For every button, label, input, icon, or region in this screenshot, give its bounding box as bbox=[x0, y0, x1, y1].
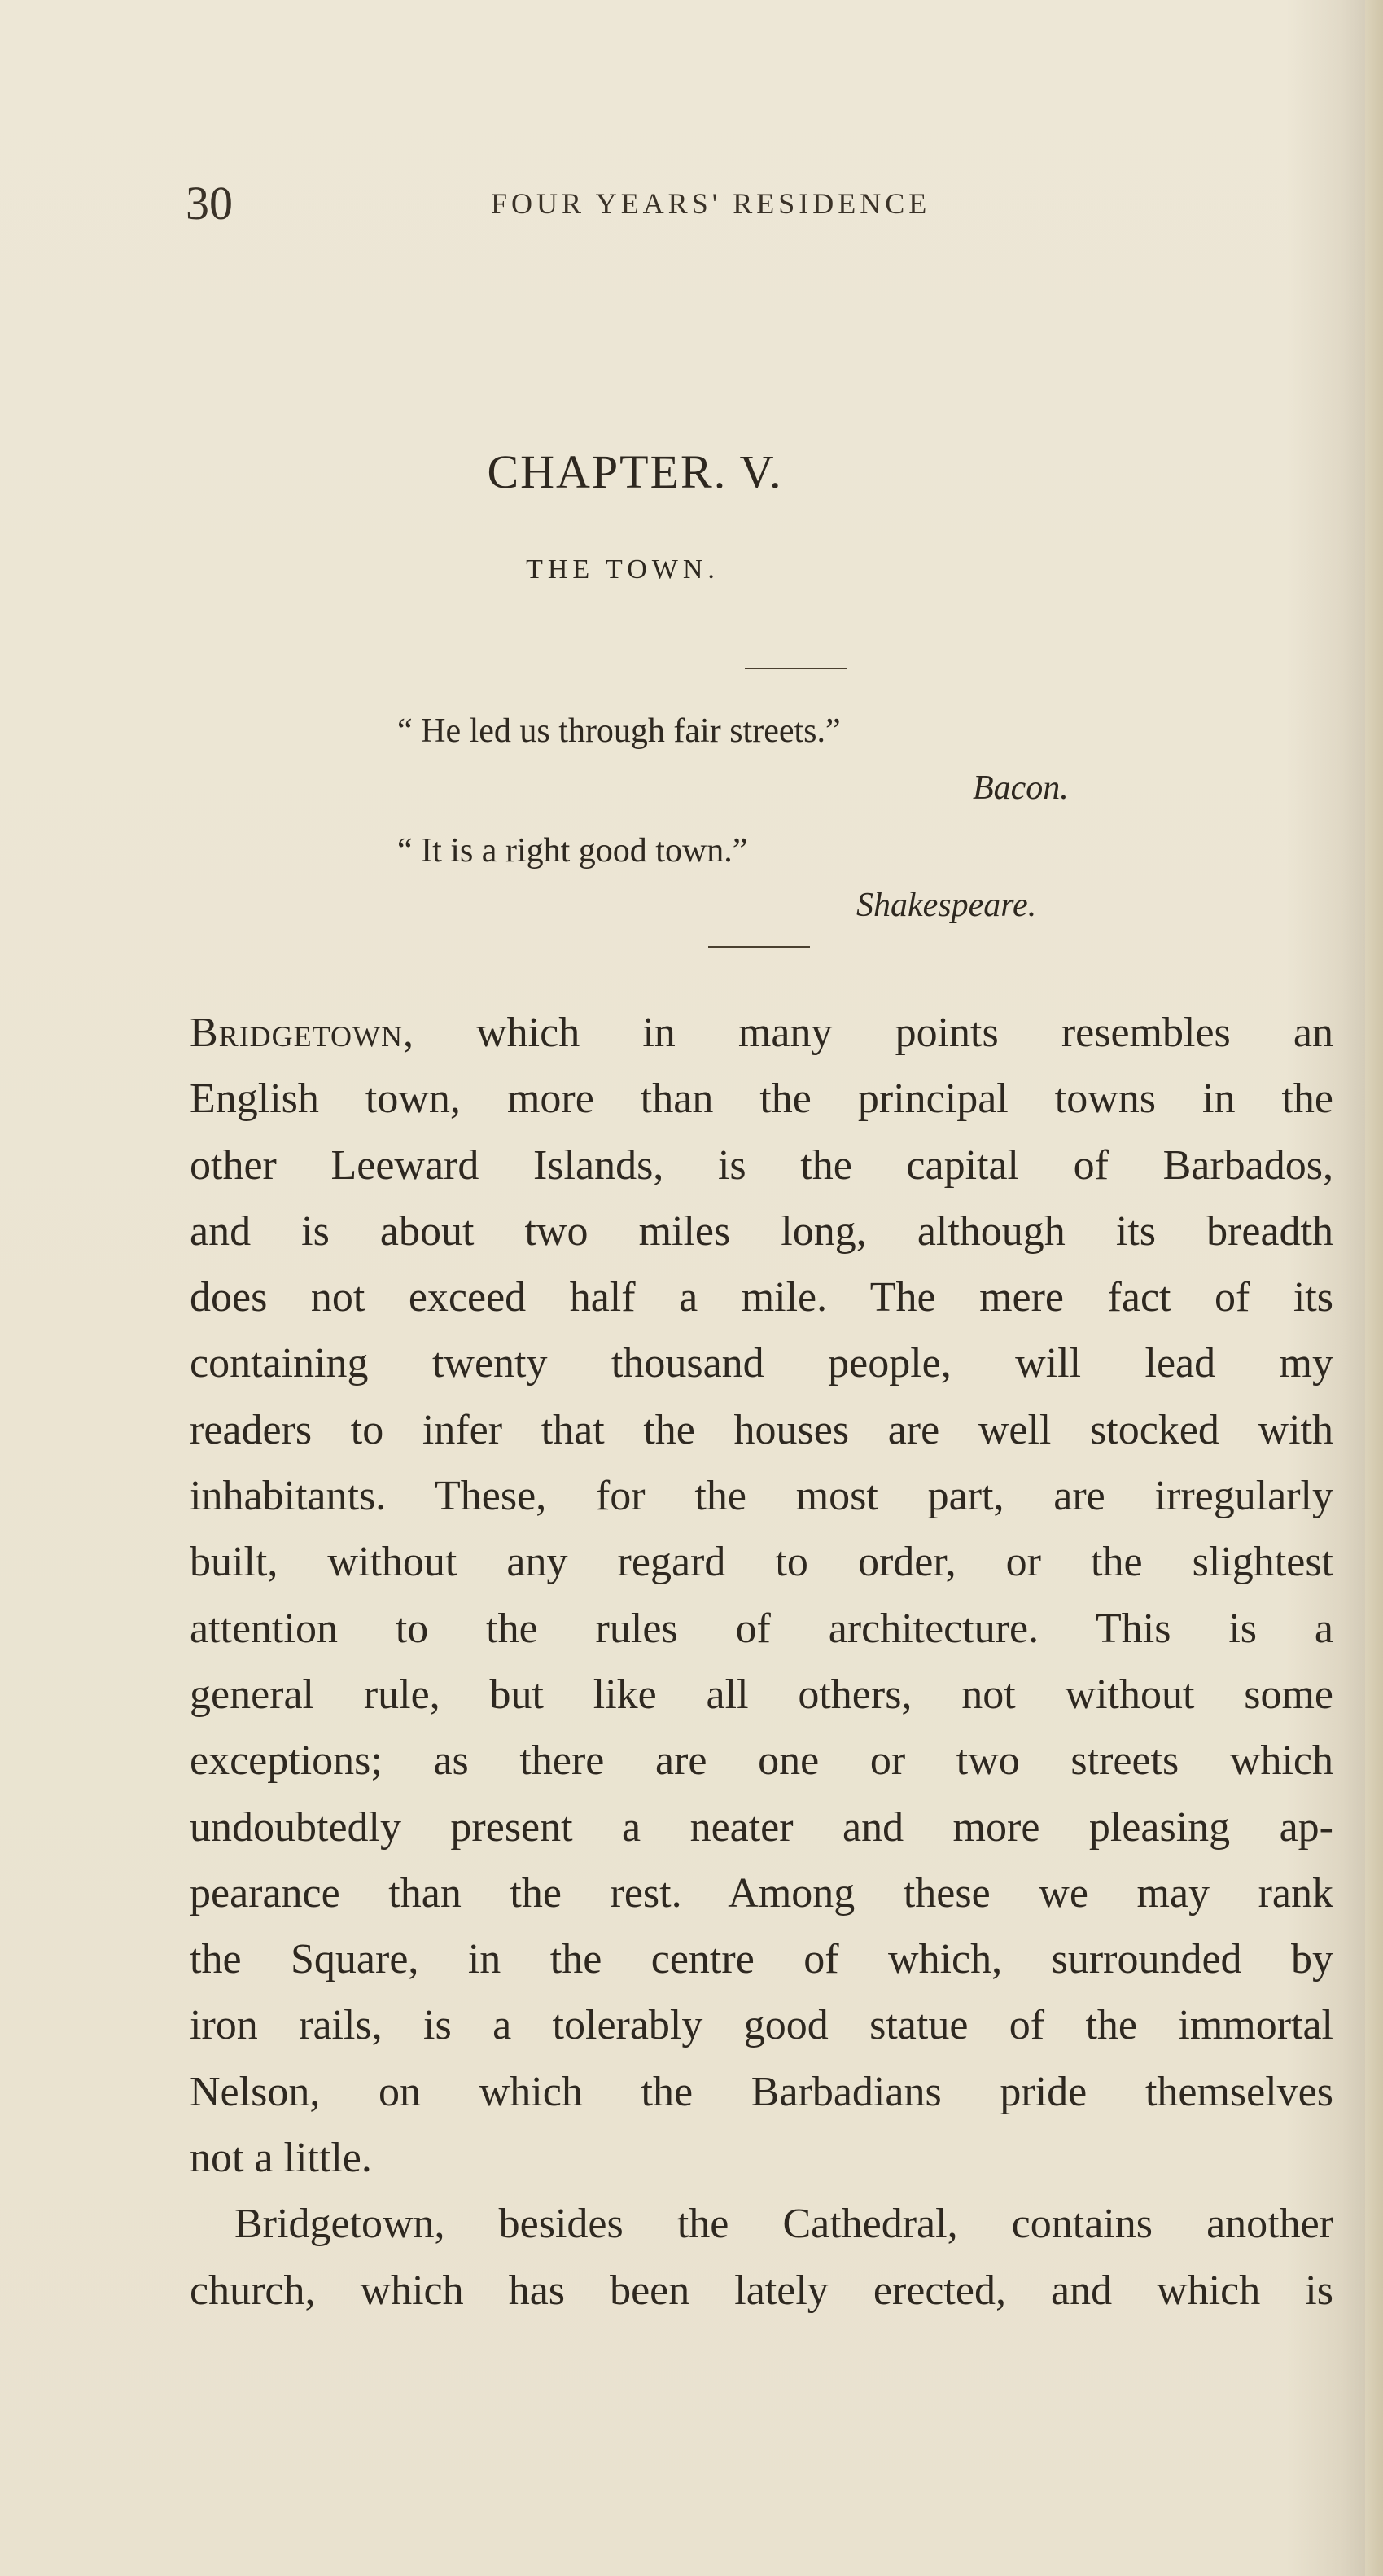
body-line: Nelson, on which the Barbadians pride themselves bbox=[190, 2068, 1333, 2115]
body-line: church, which has been lately erected, and which is bbox=[190, 2267, 1333, 2314]
body-line: attention to the rules of architecture. This is a bbox=[190, 1605, 1333, 1652]
chapter-subtitle: THE TOWN. bbox=[526, 554, 720, 585]
body-text bbox=[190, 1000, 1333, 2324]
body-line: undoubtedly present a neater and more pleasing ap- bbox=[190, 1803, 1333, 1851]
chapter-title: CHAPTER. V. bbox=[487, 445, 783, 498]
body-line: not a little. bbox=[190, 2135, 372, 2182]
epigraph-quote-1: “ He led us through fair streets.” bbox=[397, 712, 841, 750]
divider-rule-top bbox=[745, 668, 847, 669]
lead-word: Bridgetown bbox=[190, 1010, 403, 1056]
body-line: inhabitants. These, for the most part, are irregularly bbox=[190, 1473, 1333, 1520]
epigraph-quote-2: “ It is a right good town.” bbox=[397, 832, 748, 870]
body-line: general rule, but like all others, not without some bbox=[190, 1671, 1333, 1718]
body-line: readers to infer that the houses are well stocked with bbox=[190, 1406, 1333, 1453]
body-line: other Leeward Islands, is the capital of Barbados, bbox=[190, 1141, 1333, 1189]
body-line: and is about two miles long, although its breadth bbox=[190, 1207, 1333, 1255]
body-line: English town, more than the principal towns in the bbox=[190, 1076, 1333, 1123]
body-line: the Square, in the centre of which, surrounded by bbox=[190, 1936, 1333, 1983]
epigraph-attribution-2: Shakespeare. bbox=[856, 887, 1037, 924]
epigraph-attribution-1: Bacon. bbox=[973, 769, 1069, 807]
body-line: Bridgetown, which in many points resembles an bbox=[190, 1010, 1333, 1056]
body-line: Bridgetown, besides the Cathedral, contains another bbox=[234, 2201, 1333, 2248]
divider-rule-bottom bbox=[708, 946, 810, 948]
body-line: iron rails, is a tolerably good statue of the immortal bbox=[190, 2002, 1333, 2049]
body-line: containing twenty thousand people, will lead my bbox=[190, 1340, 1333, 1387]
page-header bbox=[186, 171, 1333, 236]
body-line: pearance than the rest. Among these we may rank bbox=[190, 1869, 1333, 1917]
page-number: 30 bbox=[186, 177, 233, 230]
running-head: FOUR YEARS' RESIDENCE bbox=[491, 187, 931, 220]
body-line: built, without any regard to order, or the slightest bbox=[190, 1539, 1333, 1586]
body-line: does not exceed half a mile. The mere fact of its bbox=[190, 1274, 1333, 1321]
body-line: exceptions; as there are one or two streets which bbox=[190, 1737, 1333, 1785]
page-edge bbox=[1365, 0, 1383, 2576]
